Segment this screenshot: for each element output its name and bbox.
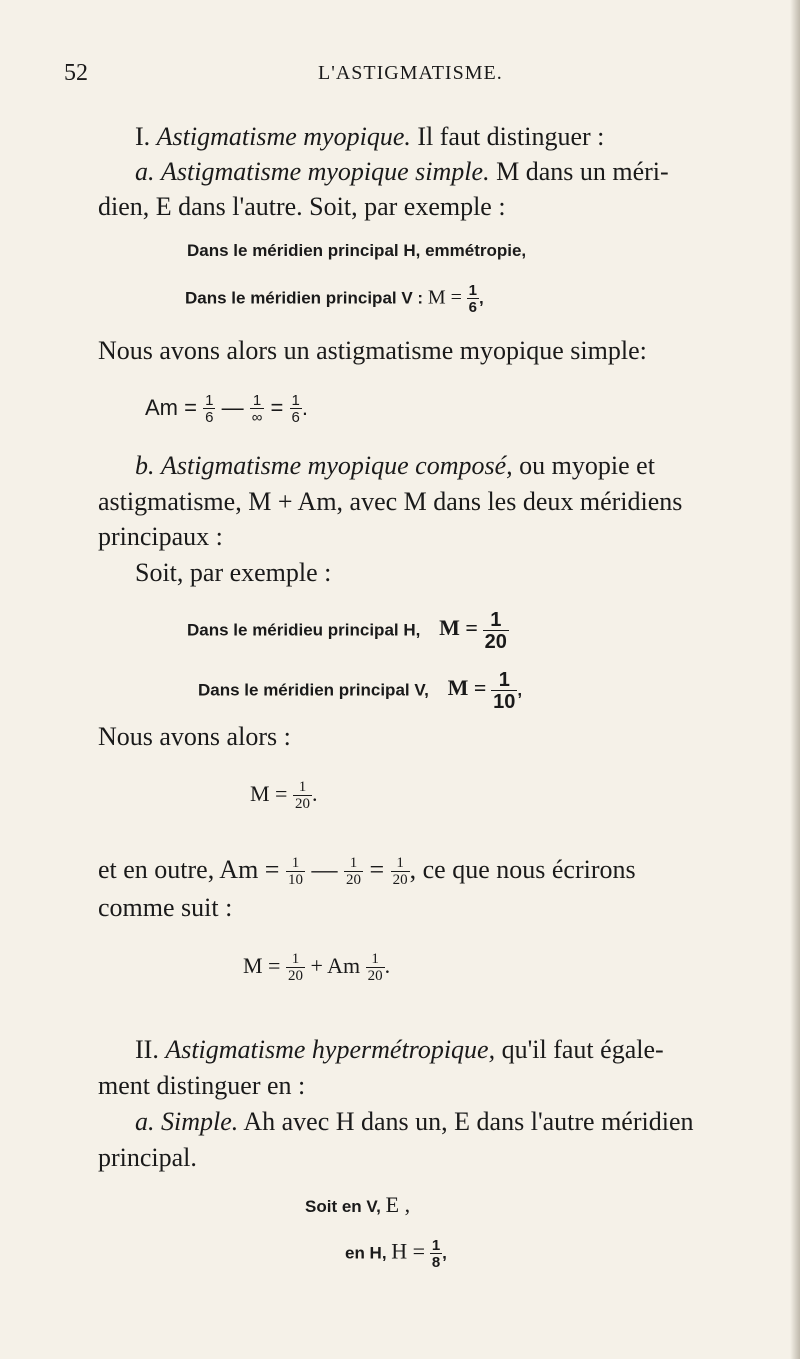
m-equation: M = $\frac{1}{20}$ .: [250, 779, 318, 812]
section-2-heading: Astigmatisme hypermétropique,: [165, 1035, 496, 1064]
subsection-b-text: ou myopie et: [519, 451, 655, 480]
section-2-text-2: ment distinguer en :: [98, 1071, 306, 1100]
outre-frac-1: $\frac{1}{10}$: [287, 855, 303, 889]
subsection-a-label: a.: [135, 157, 155, 186]
subsection-a-heading: Astigmatisme myopique simple.: [161, 157, 490, 186]
en-outre-line: et en outre, Am = $\frac{1}{10}$ — $\frac{1}{20}$ = $\frac{1}{20}$ , ce que nous écrirons: [98, 855, 636, 889]
section-2-heading-line: [135, 1035, 664, 1065]
section-1-text: Il faut distinguer :: [417, 122, 605, 151]
fraction-1-10: $\frac{1}{10}$: [493, 669, 516, 713]
example-1-line: Dans le méridien principal H, emmétropie,: [187, 241, 527, 260]
nous-avons-line: Nous avons alors :: [98, 722, 291, 751]
outre-frac-2: $\frac{1}{20}$: [345, 855, 361, 889]
section-2-number: II.: [135, 1035, 159, 1064]
am-frac-1: $\frac{1}{6}$: [205, 392, 214, 426]
subsection-a-text: M dans un méri-: [496, 157, 669, 186]
en-h-line: en H, H = $\frac{1}{8}$ ,: [345, 1237, 447, 1271]
page-edge-shadow: [790, 0, 800, 1359]
section-1-heading-line: [135, 122, 604, 152]
fraction-1-20-a: $\frac{1}{20}$: [484, 609, 507, 653]
section-2-text: qu'il faut égale-: [501, 1035, 664, 1064]
subsection-b-heading: Astigmatisme myopique composé,: [161, 451, 513, 480]
subsection-a-text-2: dien, E dans l'autre. Soit, par exemple :: [98, 192, 506, 221]
section-2-a-line: a. Simple. Ah avec H dans un, E dans l'autre méridien: [135, 1107, 694, 1136]
final-frac-1: $\frac{1}{20}$: [287, 951, 303, 984]
subsection-b-text-3: principaux :: [98, 522, 223, 551]
am-equation: Am = $\frac{1}{6}$ — $\frac{1}{\infty}$ = $\frac{1}{6}$ .: [145, 392, 308, 426]
am-frac-2: $\frac{1}{\infty}$: [251, 392, 263, 426]
fraction-1-8: $\frac{1}{8}$: [431, 1237, 441, 1271]
comme-suit-line: comme suit :: [98, 893, 233, 922]
example-2-line: Dans le méridien principal V : M = $\frac{1}{6}$ ,: [185, 282, 484, 316]
fraction-1-6: $\frac{1}{6}$: [468, 282, 477, 316]
example-h-line: Dans le méridieu principal H, M = $\frac{1}{20}$: [187, 609, 507, 653]
subsection-b-text-2: astigmatisme, M + Am, avec M dans les deux méridiens: [98, 487, 683, 516]
example-v-line: Dans le méridien principal V, M = $\frac{1}{10}$ ,: [198, 669, 523, 713]
final-frac-2: $\frac{1}{20}$: [367, 951, 383, 984]
subsection-b-line: [135, 451, 655, 481]
fraction-1-20-b: $\frac{1}{20}$: [294, 779, 310, 812]
section-1-number: I.: [135, 122, 151, 151]
simple-astigmatism-line: Nous avons alors un astigmatisme myopique simple:: [98, 336, 647, 365]
running-title: L'ASTIGMATISME.: [318, 62, 503, 84]
section-2-a-text-2: principal.: [98, 1143, 197, 1172]
subsection-b-label: b.: [135, 451, 155, 480]
page-number: 52: [64, 60, 88, 86]
final-equation: M = $\frac{1}{20}$ + Am $\frac{1}{20}$ .: [243, 951, 391, 984]
outre-frac-3: $\frac{1}{20}$: [392, 855, 408, 889]
soit-en-v-line: Soit en V, E ,: [305, 1192, 411, 1217]
soit-line: Soit, par exemple :: [135, 558, 332, 587]
section-1-heading: Astigmatisme myopique.: [156, 122, 411, 151]
example-2-prefix: Dans le méridien principal V :: [185, 288, 424, 308]
example-2-eq: M =: [427, 286, 462, 309]
subsection-a-line: [135, 157, 669, 187]
am-frac-3: $\frac{1}{6}$: [291, 392, 300, 426]
